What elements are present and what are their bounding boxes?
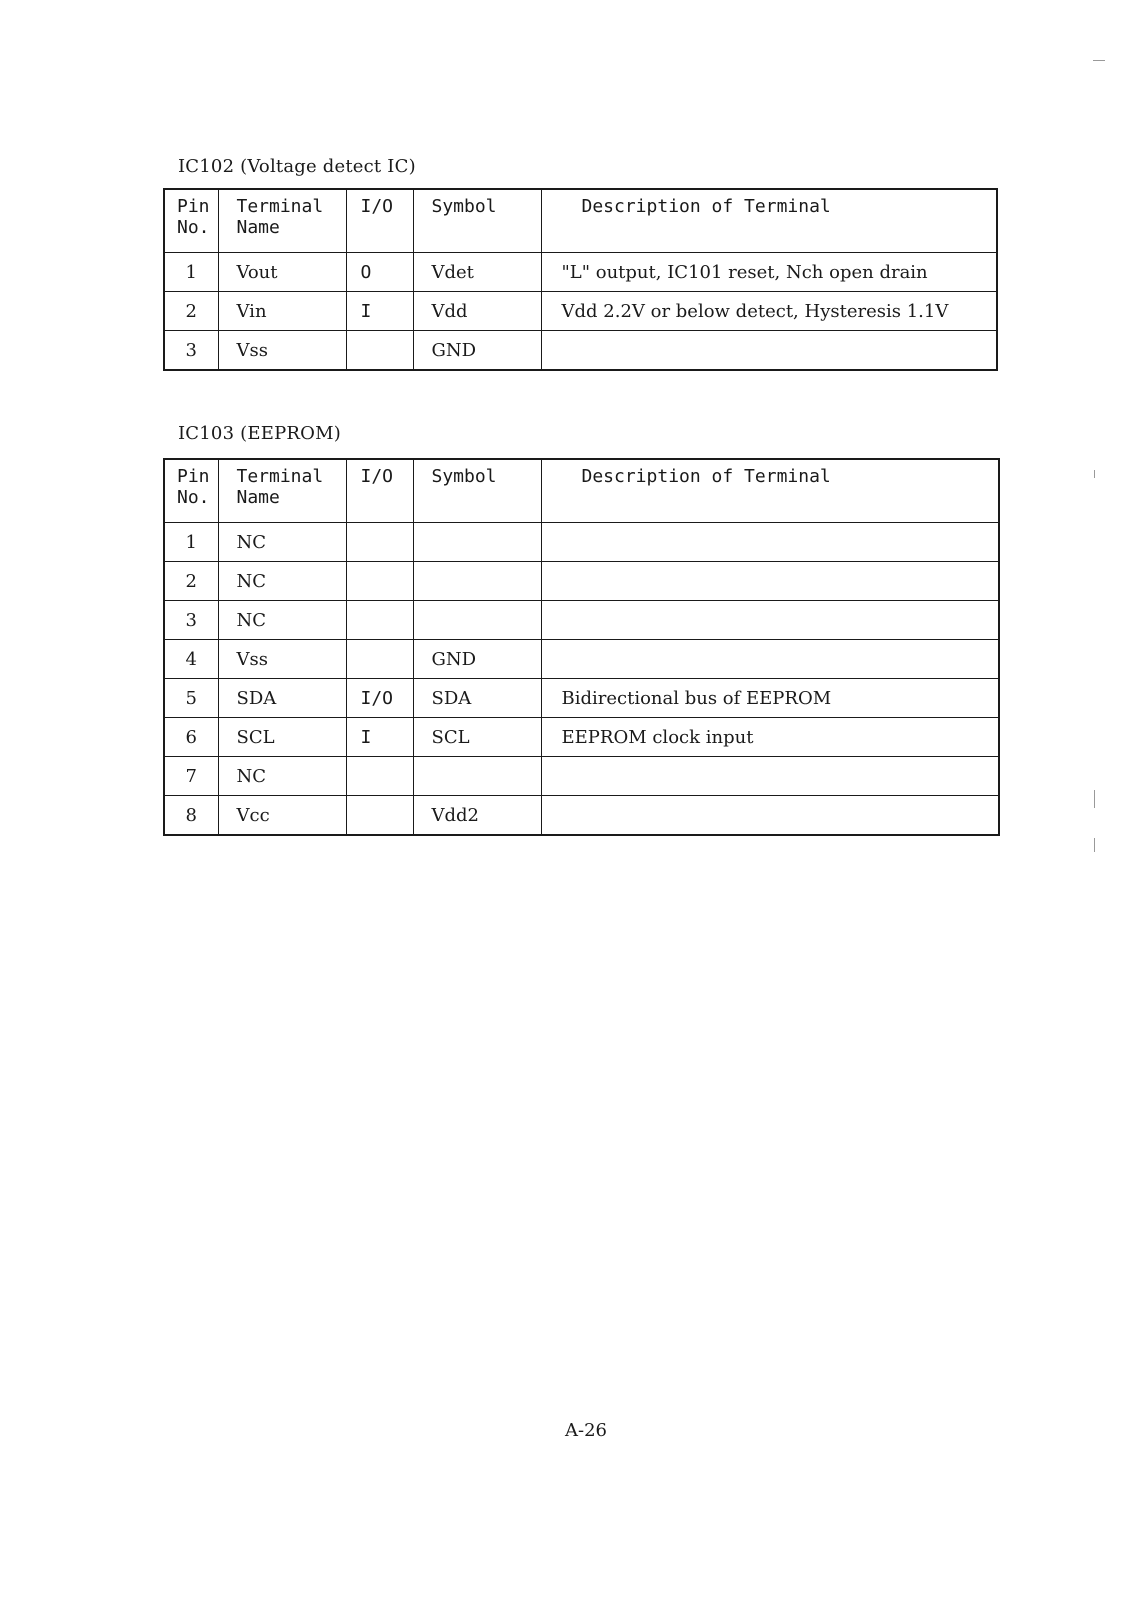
table-row xyxy=(164,562,999,601)
cell-description xyxy=(541,757,999,796)
table-header-row xyxy=(164,189,997,253)
cell-description: EEPROM clock input xyxy=(541,718,999,757)
cell-io: I xyxy=(346,292,413,331)
table-header-row xyxy=(164,459,999,523)
cell-symbol: Vdet xyxy=(413,253,541,292)
cell-symbol xyxy=(413,601,541,640)
header-terminal-name: Terminal Name xyxy=(218,459,346,523)
cell-symbol xyxy=(413,757,541,796)
cell-io: O xyxy=(346,253,413,292)
cell-pin: 4 xyxy=(164,640,218,679)
header-io: I/O xyxy=(346,189,413,253)
cell-symbol xyxy=(413,523,541,562)
cell-symbol: SCL xyxy=(413,718,541,757)
header-pin-no: Pin No. xyxy=(164,459,218,523)
cell-description: "L" output, IC101 reset, Nch open drain xyxy=(541,253,997,292)
scan-mark xyxy=(1093,60,1105,61)
cell-description xyxy=(541,601,999,640)
cell-name: Vout xyxy=(218,253,346,292)
cell-description: Vdd 2.2V or below detect, Hysteresis 1.1V xyxy=(541,292,997,331)
table-title-ic103: IC103 (EEPROM) xyxy=(178,423,341,444)
cell-description xyxy=(541,640,999,679)
cell-name: NC xyxy=(218,562,346,601)
page-number: A-26 xyxy=(565,1420,607,1441)
cell-name: Vin xyxy=(218,292,346,331)
cell-symbol: Vdd xyxy=(413,292,541,331)
cell-pin: 2 xyxy=(164,292,218,331)
cell-description xyxy=(541,331,997,371)
cell-symbol xyxy=(413,562,541,601)
header-pin-no: Pin No. xyxy=(164,189,218,253)
header-description: Description of Terminal xyxy=(541,459,999,523)
cell-io xyxy=(346,523,413,562)
header-description: Description of Terminal xyxy=(541,189,997,253)
table-row xyxy=(164,292,997,331)
scan-mark xyxy=(1094,790,1095,808)
table-row xyxy=(164,796,999,836)
cell-io xyxy=(346,640,413,679)
table-row xyxy=(164,679,999,718)
header-symbol: Symbol xyxy=(413,459,541,523)
cell-pin: 8 xyxy=(164,796,218,836)
cell-io xyxy=(346,601,413,640)
cell-name: NC xyxy=(218,601,346,640)
table-title-ic102: IC102 (Voltage detect IC) xyxy=(178,156,416,177)
cell-symbol: GND xyxy=(413,331,541,371)
cell-symbol: GND xyxy=(413,640,541,679)
scan-mark xyxy=(1094,838,1095,852)
table-row xyxy=(164,253,997,292)
cell-io xyxy=(346,331,413,371)
cell-pin: 1 xyxy=(164,523,218,562)
cell-pin: 3 xyxy=(164,331,218,371)
table-row xyxy=(164,601,999,640)
cell-io: I xyxy=(346,718,413,757)
cell-description xyxy=(541,523,999,562)
cell-io xyxy=(346,796,413,836)
cell-name: Vss xyxy=(218,640,346,679)
pin-table-ic102 xyxy=(163,188,998,371)
cell-description xyxy=(541,562,999,601)
cell-pin: 3 xyxy=(164,601,218,640)
table-row xyxy=(164,640,999,679)
table-row xyxy=(164,757,999,796)
cell-name: NC xyxy=(218,757,346,796)
cell-io: I/O xyxy=(346,679,413,718)
cell-symbol: SDA xyxy=(413,679,541,718)
cell-pin: 2 xyxy=(164,562,218,601)
cell-pin: 6 xyxy=(164,718,218,757)
cell-name: NC xyxy=(218,523,346,562)
pin-table-ic103 xyxy=(163,458,1000,836)
header-symbol: Symbol xyxy=(413,189,541,253)
cell-pin: 1 xyxy=(164,253,218,292)
cell-description xyxy=(541,796,999,836)
cell-name: Vss xyxy=(218,331,346,371)
table-row xyxy=(164,718,999,757)
cell-name: Vcc xyxy=(218,796,346,836)
cell-symbol: Vdd2 xyxy=(413,796,541,836)
cell-name: SCL xyxy=(218,718,346,757)
table-row xyxy=(164,331,997,371)
table-row xyxy=(164,523,999,562)
header-io: I/O xyxy=(346,459,413,523)
cell-io xyxy=(346,757,413,796)
cell-io xyxy=(346,562,413,601)
header-terminal-name: Terminal Name xyxy=(218,189,346,253)
cell-name: SDA xyxy=(218,679,346,718)
cell-pin: 7 xyxy=(164,757,218,796)
cell-pin: 5 xyxy=(164,679,218,718)
scan-mark xyxy=(1094,470,1095,478)
cell-description: Bidirectional bus of EEPROM xyxy=(541,679,999,718)
